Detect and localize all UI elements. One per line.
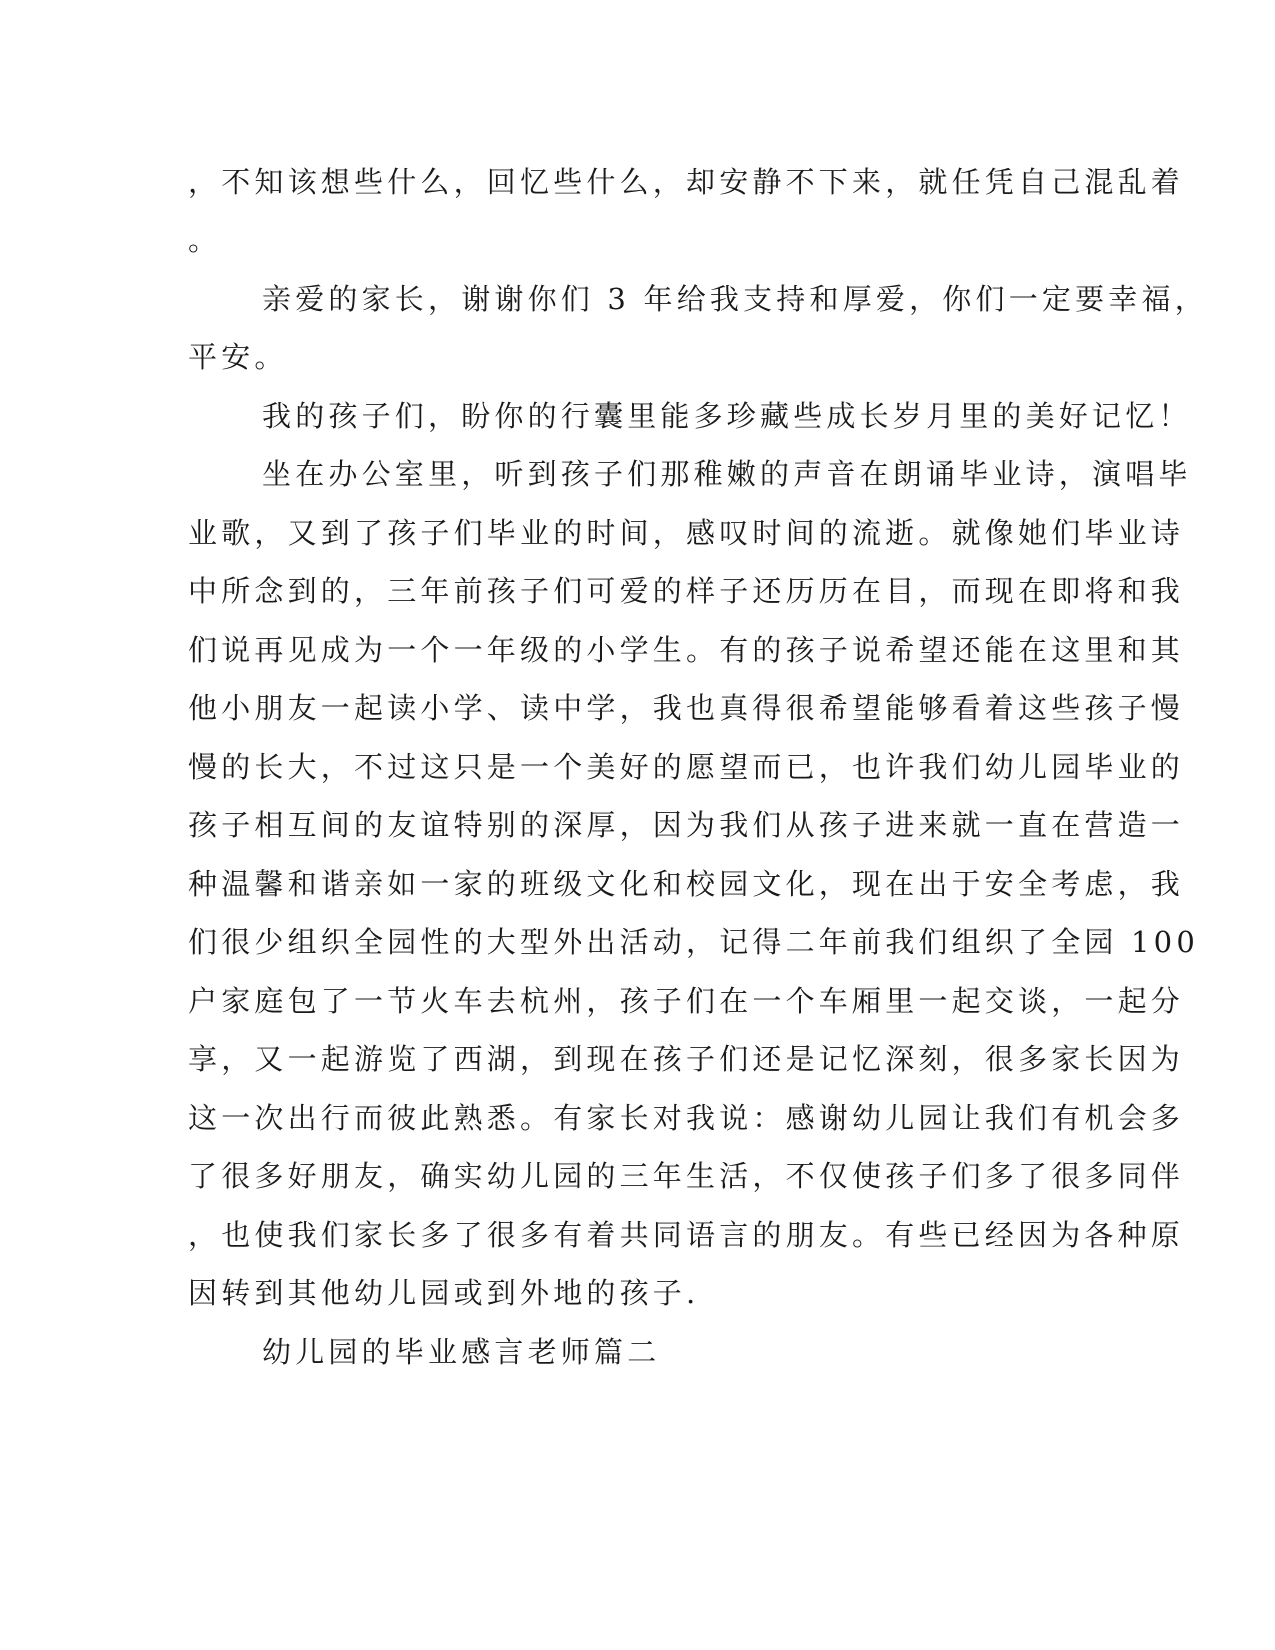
paragraph-office-line-13: 了很多好朋友，确实幼儿园的三年生活，不仅使孩子们多了很多同伴 — [188, 1159, 1185, 1193]
text-line-2: 。 — [188, 223, 222, 257]
paragraph-office-line-8: 种温馨和谐亲如一家的班级文化和校园文化，现在出于安全考虑，我 — [188, 867, 1185, 901]
paragraph-office-line-3: 中所念到的，三年前孩子们可爱的样子还历历在目，而现在即将和我 — [188, 574, 1185, 608]
paragraph-office-line-14: ，也使我们家长多了很多有着共同语言的朋友。有些已经因为各种原 — [188, 1218, 1185, 1252]
paragraph-office-line-15: 因转到其他幼儿园或到外地的孩子. — [188, 1276, 700, 1310]
paragraph-office-line-1: 坐在办公室里，听到孩子们那稚嫩的声音在朗诵毕业诗，演唱毕 — [262, 457, 1192, 491]
paragraph-office-line-4: 们说再见成为一个一年级的小学生。有的孩子说希望还能在这里和其 — [188, 633, 1185, 667]
text-line-1: ，不知该想些什么，回忆些什么，却安静不下来，就任凭自己混乱着 — [188, 165, 1185, 199]
paragraph-office-line-11: 享，又一起游览了西湖，到现在孩子们还是记忆深刻，很多家长因为 — [188, 1042, 1185, 1076]
paragraph-office-line-2: 业歌，又到了孩子们毕业的时间，感叹时间的流逝。就像她们毕业诗 — [188, 516, 1185, 550]
paragraph-office-line-10: 户家庭包了一节火车去杭州，孩子们在一个车厢里一起交谈，一起分 — [188, 984, 1185, 1018]
paragraph-office-line-9: 们很少组织全园性的大型外出活动，记得二年前我们组织了全园 100 — [188, 925, 1199, 959]
paragraph-office-line-7: 孩子相互间的友谊特别的深厚，因为我们从孩子进来就一直在营造一 — [188, 808, 1185, 842]
paragraph-office-line-5: 他小朋友一起读小学、读中学，我也真得很希望能够看着这些孩子慢 — [188, 691, 1185, 725]
paragraph-parents-line-2: 平安。 — [188, 340, 288, 374]
section-heading: 幼儿园的毕业感言老师篇二 — [262, 1335, 661, 1369]
paragraph-parents-line-1: 亲爱的家长，谢谢你们 3 年给我支持和厚爱，你们一定要幸福， — [262, 282, 1208, 316]
paragraph-office-line-12: 这一次出行而彼此熟悉。有家长对我说：感谢幼儿园让我们有机会多 — [188, 1101, 1185, 1135]
paragraph-office-line-6: 慢的长大，不过这只是一个美好的愿望而已，也许我们幼儿园毕业的 — [188, 750, 1185, 784]
paragraph-children: 我的孩子们，盼你的行囊里能多珍藏些成长岁月里的美好记忆！ — [262, 399, 1192, 433]
